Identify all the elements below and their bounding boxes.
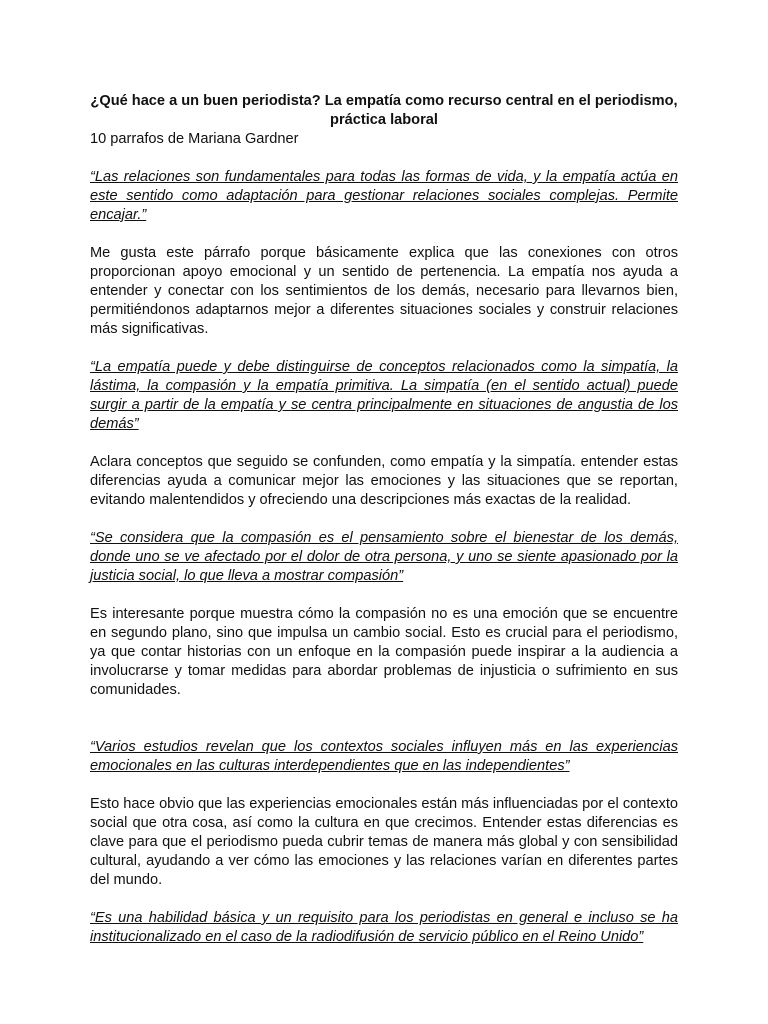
author-line: 10 parrafos de Mariana Gardner [90,131,299,147]
comment-4: Esto hace obvio que las experiencias emocionales están más influenciadas por el contexto social que otra cosa, así como la cultura en que crecimos. Entender estas diferencias es clave para que el periodismo pueda cubrir temas de manera más global y con sensibilidad cultural, ayudando a ver cómo las emociones y las relaciones varían en diferentes partes del mundo. [90,796,678,888]
comment-2: Aclara conceptos que seguido se confunden, como empatía y la simpatía. entender estas diferencias ayuda a comunicar mejor las emociones y las situaciones que se reportan, evitando malentendidos y ofreciendo una descripciones más exactas de la realidad. [90,454,678,508]
quote-4: “Varios estudios revelan que los contextos sociales influyen más en las experiencias emocionales en las culturas interdependientes que en las independientes” [90,739,678,774]
document-title: ¿Qué hace a un buen periodista? La empatía como recurso central en el periodismo, práctica laboral [90,93,678,128]
quote-2: “La empatía puede y debe distinguirse de conceptos relacionados como la simpatía, la lástima, la compasión y la empatía primitiva. La simpatía (en el sentido actual) puede surgir a partir de la empatía y se centra principalmente en situaciones de angustia de los demás” [90,359,678,432]
comment-3: Es interesante porque muestra cómo la compasión no es una emoción que se encuentre en segundo plano, sino que impulsa un cambio social. Esto es crucial para el periodismo, ya que contar historias con un enfoque en la compasión puede inspirar a la audiencia a involucrarse y tomar medidas para abordar problemas de injusticia o sufrimiento en sus comunidades. [90,606,678,698]
quote-3: “Se considera que la compasión es el pensamiento sobre el bienestar de los demás, donde uno se ve afectado por el dolor de otra persona, y uno se siente apasionado por la justicia social, lo que lleva a mostrar compasión” [90,530,678,584]
quote-5: “Es una habilidad básica y un requisito para los periodistas en general e incluso se ha institucionalizado en el caso de la radiodifusión de servicio público en el Reino Unido” [90,910,678,945]
quote-1: “Las relaciones son fundamentales para todas las formas de vida, y la empatía actúa en este sentido como adaptación para gestionar relaciones sociales complejas. Permite encajar.” [90,169,678,223]
comment-1: Me gusta este párrafo porque básicamente explica que las conexiones con otros proporcionan apoyo emocional y un sentido de pertenencia. La empatía nos ayuda a entender y conectar con los sentimientos de los demás, necesario para llevarnos bien, permitiéndonos adaptarnos mejor a diferentes situaciones sociales y construir relaciones más significativas. [90,245,678,337]
